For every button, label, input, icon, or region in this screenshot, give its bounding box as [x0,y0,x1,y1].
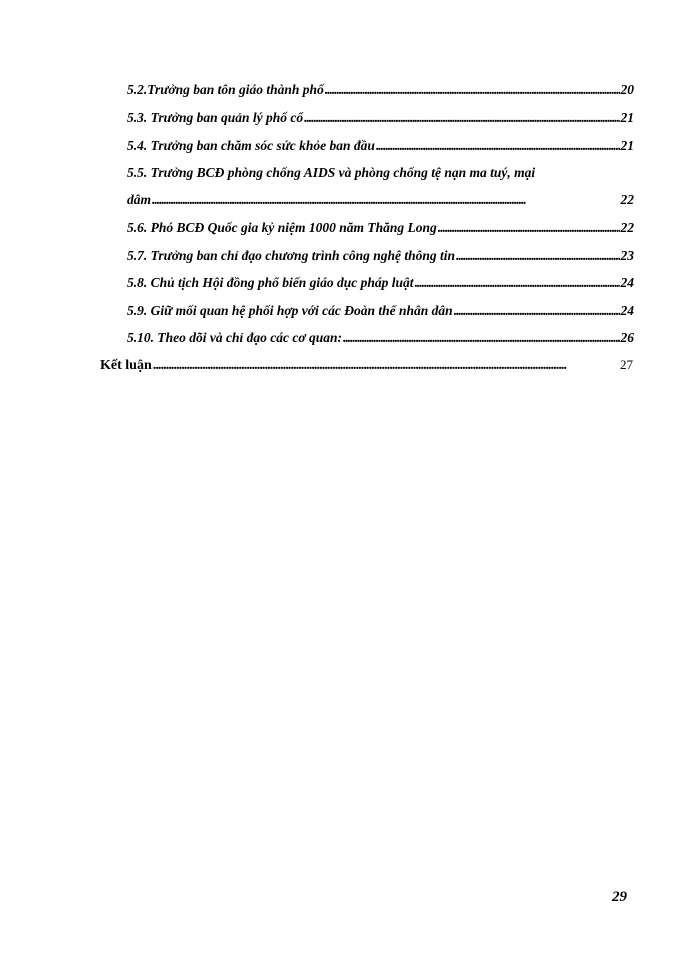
toc-entry-5-5[interactable] [127,191,634,209]
toc-entry-label: 5.6. Phó BCĐ Quốc gia kỷ niệm 1000 năm Thăng Long [127,220,437,235]
dot-leader [415,274,620,292]
dot-leader [152,191,619,209]
toc-entry-label: 5.8. Chủ tịch Hội đồng phổ biến giáo dục pháp luật [127,275,414,290]
toc-entry-page: 24 [620,275,634,290]
toc-entry-page: 22 [620,220,634,235]
toc-entry-5-9[interactable] [127,302,634,320]
toc-entry-5-10[interactable] [127,329,634,347]
toc-entry-label: 5.7. Trưởng ban chỉ đạo chương trình công nghệ thông tin [127,248,455,263]
toc-entry-5-2[interactable] [127,81,634,99]
dot-leader [456,247,620,265]
toc-entry-page: 22 [620,192,634,207]
toc-entry-ket-luan[interactable] [100,356,633,375]
toc-entry-label: Kết luận [100,358,152,373]
dot-leader [454,302,620,320]
dot-leader [325,81,620,99]
dot-leader [438,219,620,237]
page-number: 29 [612,889,627,905]
toc-entry-5-8[interactable] [127,274,634,292]
toc-entry-label: 5.3. Trưởng ban quản lý phố cổ [127,110,304,125]
toc-entry-label: 5.4. Trưởng ban chăm sóc sức khỏe ban đầu [127,138,375,153]
toc-entry-5-6[interactable] [127,219,634,237]
dot-leader [376,137,620,155]
toc-entry-label: 5.9. Giữ mối quan hệ phối hợp với các Đoàn thể nhân dân [127,303,453,318]
toc-entry-5-7[interactable] [127,247,634,265]
dot-leader [304,109,619,127]
toc-entry-label: 5.10. Theo dõi và chỉ đạo các cơ quan: [127,330,342,345]
dot-leader [343,329,620,347]
toc-entry-page: 26 [620,330,634,345]
toc-entry-page: 27 [620,357,633,372]
toc-entry-5-4[interactable] [127,137,634,155]
toc-entry-page: 23 [620,248,634,263]
toc-entry-page: 20 [620,82,634,97]
toc-entry-label: 5.2.Trưởng ban tôn giáo thành phố [127,82,324,97]
dot-leader [153,357,619,375]
toc-entry-page: 21 [620,110,634,125]
toc-entry-page: 24 [620,303,634,318]
toc-entry-page: 21 [620,138,634,153]
toc-entry-label: dâm [127,192,152,207]
toc-entry-5-3[interactable] [127,109,634,127]
toc-entry-5-5-line1[interactable] [127,164,535,182]
toc-entry-label: 5.5. Trưởng BCĐ phòng chống AIDS và phòng chống tệ nạn ma tuý, mại [127,165,536,180]
